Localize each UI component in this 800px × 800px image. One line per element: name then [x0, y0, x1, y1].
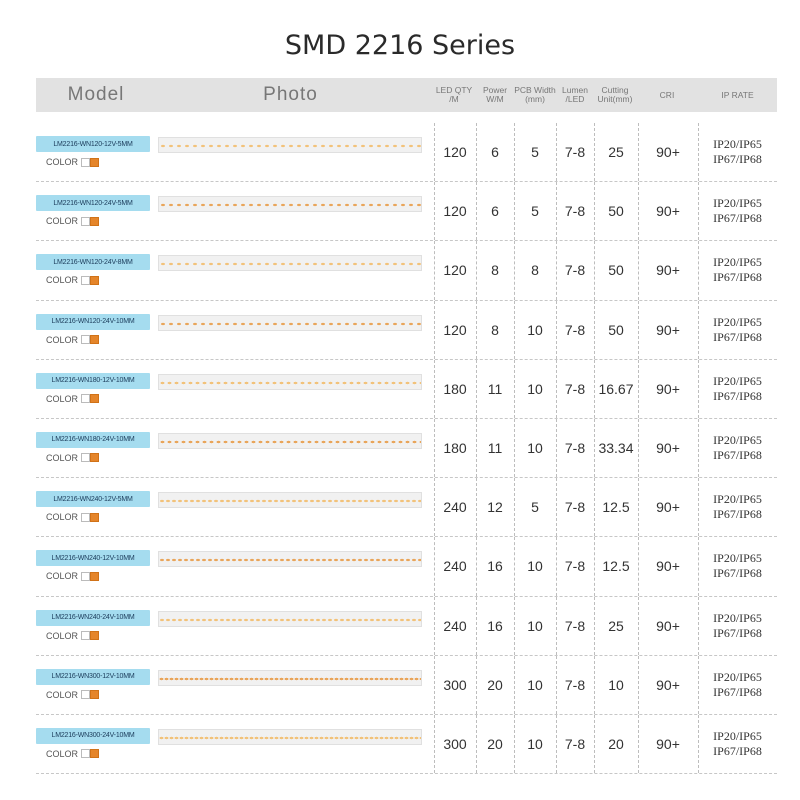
ip-rate-line-2: IP67/IP68	[713, 566, 762, 581]
table-row	[36, 241, 777, 300]
ip-rate-line-1: IP20/IP65	[713, 137, 762, 151]
cell-power: 8	[491, 321, 499, 338]
cell-led-qty: 120	[443, 203, 467, 220]
color-indicator	[46, 512, 99, 522]
color-label: COLOR	[46, 334, 79, 345]
cell-power: 11	[487, 439, 503, 456]
color-indicator	[46, 335, 99, 345]
color-indicator	[46, 394, 99, 404]
cell-cutting-unit: 16.67	[598, 380, 634, 397]
cell-led-qty: 240	[443, 499, 467, 516]
cell-cri: 90+	[656, 262, 680, 279]
cell-lumen: 7-8	[564, 735, 586, 752]
led-dots	[159, 197, 421, 211]
cell-lumen: 7-8	[564, 617, 586, 634]
model-label: LM2216-WN120-12V-5MM	[36, 136, 150, 152]
cell-pcb-width: 5	[531, 499, 539, 516]
cell-lumen: 7-8	[564, 439, 586, 456]
cell-cri: 90+	[656, 380, 680, 397]
orange-swatch	[90, 572, 99, 581]
table-header	[36, 78, 777, 112]
model-label: LM2216-WN120-24V-10MM	[36, 314, 150, 330]
ip-rate-line-1: IP20/IP65	[713, 373, 762, 388]
led-strip-photo	[158, 611, 422, 627]
orange-swatch	[90, 453, 99, 462]
cell-power: 16	[487, 558, 503, 575]
cell-ip-rate	[698, 123, 777, 181]
color-label: COLOR	[46, 748, 79, 759]
cell-cutting-unit: 12.5	[602, 558, 630, 575]
cell-power: 6	[491, 144, 499, 160]
header-photo: Photo	[263, 84, 318, 106]
white-swatch	[81, 276, 90, 285]
header-cri: CRI	[659, 89, 675, 100]
cell-ip-rate	[698, 478, 777, 536]
header-led-qty: LED QTY /M	[435, 85, 473, 104]
ip-rate-line-2: IP67/IP68	[713, 743, 762, 758]
white-swatch	[81, 631, 90, 640]
cell-cutting-unit: 12.5	[602, 499, 630, 516]
header-pcb-width: PCB Width (mm)	[514, 85, 556, 104]
cell-lumen: 7-8	[564, 203, 586, 220]
cell-ip-rate	[698, 597, 777, 655]
led-strip-photo	[158, 729, 422, 745]
cell-pcb-width: 10	[527, 380, 543, 397]
table-body	[36, 123, 777, 774]
cell-cri: 90+	[656, 735, 680, 752]
cell-led-qty: 300	[443, 735, 467, 752]
led-strip-photo	[158, 255, 422, 271]
led-strip-photo	[158, 315, 422, 331]
cell-pcb-width: 10	[527, 617, 543, 634]
led-dots	[159, 138, 421, 152]
orange-swatch	[90, 394, 99, 403]
led-strip-photo	[158, 551, 422, 567]
cell-led-qty: 120	[443, 144, 467, 160]
model-label: LM2216-WN300-24V-10MM	[36, 728, 150, 744]
table-row	[36, 715, 777, 774]
table-row	[36, 360, 777, 419]
led-strip-photo	[158, 492, 422, 508]
ip-rate-line-2: IP67/IP68	[713, 211, 762, 226]
cell-pcb-width: 8	[531, 262, 539, 279]
cell-lumen: 7-8	[564, 321, 586, 338]
white-swatch	[81, 690, 90, 699]
cell-pcb-width: 10	[527, 676, 543, 693]
led-dots	[159, 256, 421, 270]
cell-cutting-unit: 50	[608, 203, 624, 220]
led-strip-photo	[158, 374, 422, 390]
cell-power: 20	[487, 676, 503, 693]
cell-ip-rate	[698, 537, 777, 595]
white-swatch	[81, 453, 90, 462]
cell-cutting-unit: 25	[608, 617, 624, 634]
led-dots	[159, 730, 421, 744]
color-label: COLOR	[46, 630, 79, 641]
cell-power: 8	[491, 262, 499, 279]
cell-power: 16	[487, 617, 503, 634]
led-dots	[159, 493, 421, 507]
cell-cri: 90+	[656, 558, 680, 575]
white-swatch	[81, 335, 90, 344]
color-indicator	[46, 453, 99, 463]
orange-swatch	[90, 749, 99, 758]
table-row	[36, 419, 777, 478]
ip-rate-line-1: IP20/IP65	[713, 669, 762, 684]
color-label: COLOR	[46, 216, 79, 227]
cell-cri: 90+	[656, 617, 680, 634]
cell-ip-rate	[698, 241, 777, 299]
cell-pcb-width: 5	[531, 144, 539, 160]
orange-swatch	[90, 690, 99, 699]
color-indicator	[46, 275, 99, 285]
ip-rate-line-2: IP67/IP68	[713, 388, 762, 403]
color-label: COLOR	[46, 393, 79, 404]
ip-rate-line-2: IP67/IP68	[713, 152, 762, 166]
white-swatch	[81, 158, 90, 167]
cell-cutting-unit: 25	[608, 144, 624, 160]
cell-ip-rate	[698, 182, 777, 240]
cell-ip-rate	[698, 715, 777, 773]
ip-rate-line-2: IP67/IP68	[713, 625, 762, 640]
color-label: COLOR	[46, 275, 79, 286]
cell-led-qty: 300	[443, 676, 467, 693]
ip-rate-line-1: IP20/IP65	[713, 551, 762, 566]
cell-cri: 90+	[656, 499, 680, 516]
color-indicator	[46, 216, 99, 226]
cell-lumen: 7-8	[564, 144, 586, 160]
ip-rate-line-1: IP20/IP65	[713, 196, 762, 211]
header-cutting-unit: Cutting Unit(mm)	[597, 85, 633, 104]
orange-swatch	[90, 335, 99, 344]
cell-lumen: 7-8	[564, 676, 586, 693]
led-dots	[159, 612, 421, 626]
led-dots	[159, 375, 421, 389]
ip-rate-line-1: IP20/IP65	[713, 492, 762, 507]
color-indicator	[46, 631, 99, 641]
led-dots	[159, 671, 421, 685]
cell-cutting-unit: 50	[608, 321, 624, 338]
cell-pcb-width: 10	[527, 321, 543, 338]
led-dots	[159, 434, 421, 448]
model-label: LM2216-WN180-24V-10MM	[36, 432, 150, 448]
color-indicator	[46, 571, 99, 581]
led-dots	[159, 316, 421, 330]
color-indicator	[46, 157, 99, 167]
cell-power: 20	[487, 735, 503, 752]
color-label: COLOR	[46, 689, 79, 700]
cell-pcb-width: 10	[527, 735, 543, 752]
cell-cri: 90+	[656, 144, 680, 160]
led-strip-photo	[158, 196, 422, 212]
header-lumen: Lumen /LED	[562, 85, 588, 104]
cell-led-qty: 240	[443, 617, 467, 634]
cell-power: 12	[487, 499, 503, 516]
ip-rate-line-1: IP20/IP65	[713, 610, 762, 625]
led-strip-photo	[158, 137, 422, 153]
ip-rate-line-1: IP20/IP65	[713, 728, 762, 743]
table-row	[36, 123, 777, 182]
model-label: LM2216-WN240-12V-10MM	[36, 550, 150, 566]
white-swatch	[81, 217, 90, 226]
model-label: LM2216-WN180-12V-10MM	[36, 373, 150, 389]
cell-cutting-unit: 20	[608, 735, 624, 752]
cell-cutting-unit: 10	[608, 676, 624, 693]
cell-cri: 90+	[656, 676, 680, 693]
white-swatch	[81, 749, 90, 758]
ip-rate-line-1: IP20/IP65	[713, 432, 762, 447]
cell-ip-rate	[698, 360, 777, 418]
model-label: LM2216-WN240-24V-10MM	[36, 610, 150, 626]
cell-cri: 90+	[656, 321, 680, 338]
color-indicator	[46, 749, 99, 759]
table-row	[36, 182, 777, 241]
model-label: LM2216-WN120-24V-5MM	[36, 195, 150, 211]
cell-power: 6	[491, 203, 499, 220]
cell-ip-rate	[698, 656, 777, 714]
page-title: SMD 2216 Series	[284, 30, 516, 61]
cell-power: 11	[487, 380, 503, 397]
cell-cutting-unit: 50	[608, 262, 624, 279]
cell-pcb-width: 10	[527, 558, 543, 575]
orange-swatch	[90, 276, 99, 285]
model-label: LM2216-WN240-12V-5MM	[36, 491, 150, 507]
cell-cri: 90+	[656, 203, 680, 220]
ip-rate-line-2: IP67/IP68	[713, 507, 762, 522]
table-row	[36, 301, 777, 360]
ip-rate-line-2: IP67/IP68	[713, 447, 762, 462]
cell-pcb-width: 5	[531, 203, 539, 220]
header-ip-rate: IP RATE	[721, 89, 754, 100]
ip-rate-line-1: IP20/IP65	[713, 255, 762, 270]
cell-ip-rate	[698, 301, 777, 359]
table-row	[36, 537, 777, 596]
cell-lumen: 7-8	[564, 499, 586, 516]
cell-ip-rate	[698, 419, 777, 477]
color-label: COLOR	[46, 512, 79, 523]
cell-cutting-unit: 33.34	[598, 439, 634, 456]
cell-led-qty: 240	[443, 558, 467, 575]
orange-swatch	[90, 631, 99, 640]
color-label: COLOR	[46, 571, 79, 582]
header-model: Model	[67, 84, 125, 106]
cell-led-qty: 180	[443, 380, 467, 397]
model-label: LM2216-WN120-24V-8MM	[36, 254, 150, 270]
cell-led-qty: 180	[443, 439, 467, 456]
ip-rate-line-2: IP67/IP68	[713, 270, 762, 285]
orange-swatch	[90, 158, 99, 167]
orange-swatch	[90, 513, 99, 522]
table-row	[36, 656, 777, 715]
cell-lumen: 7-8	[564, 262, 586, 279]
led-dots	[159, 552, 421, 566]
ip-rate-line-2: IP67/IP68	[713, 684, 762, 699]
cell-led-qty: 120	[443, 262, 467, 279]
color-label: COLOR	[46, 452, 79, 463]
white-swatch	[81, 394, 90, 403]
table-row	[36, 478, 777, 537]
ip-rate-line-2: IP67/IP68	[713, 329, 762, 344]
cell-cri: 90+	[656, 439, 680, 456]
ip-rate-line-1: IP20/IP65	[713, 314, 762, 329]
led-strip-photo	[158, 670, 422, 686]
orange-swatch	[90, 217, 99, 226]
color-indicator	[46, 690, 99, 700]
color-label: COLOR	[46, 157, 79, 167]
cell-lumen: 7-8	[564, 380, 586, 397]
led-strip-photo	[158, 433, 422, 449]
cell-led-qty: 120	[443, 321, 467, 338]
model-label: LM2216-WN300-12V-10MM	[36, 669, 150, 685]
table-row	[36, 597, 777, 656]
cell-lumen: 7-8	[564, 558, 586, 575]
white-swatch	[81, 513, 90, 522]
cell-pcb-width: 10	[527, 439, 543, 456]
white-swatch	[81, 572, 90, 581]
header-power: Power W/M	[482, 85, 508, 104]
